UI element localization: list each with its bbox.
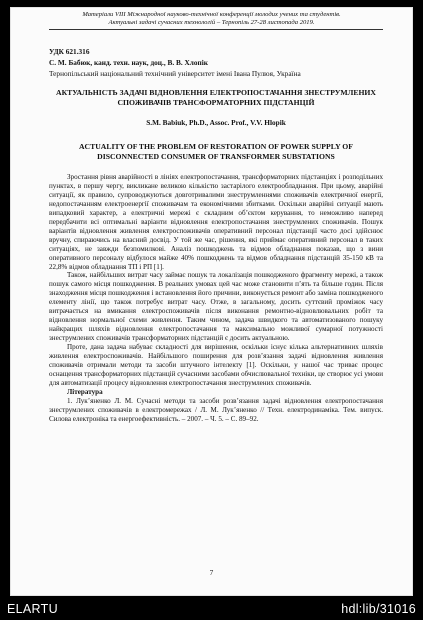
document-page (10, 7, 413, 596)
header-divider (49, 29, 383, 30)
article-body (49, 173, 383, 424)
header-line-1: Матеріали VIII Міжнародної науково-технічної конференції молодих учених та студентів. (82, 11, 341, 18)
handle-identifier: hdl:lib/31016 (341, 602, 416, 616)
conference-header (10, 11, 413, 27)
body-paragraph: Також, найбільших витрат часу займає пошук та локалізація пошкодженого фрагменту мережі, а також пошук самого місця пошкодження. В реальних умовах цей час може становити п’ять та більше годин. Після знаходження місця пошкодження і встановлення його причини, виконується ремонт або заміна пошкодженого елементу лінії, що також потребує витрат часу. Отже, в загальному, досить суттєвий проміжок часу витрачається на вмикання електроспоживачів після виконання ремонтно-відновлювальних робіт та відновлення нормальної схеми живлення. Таким чином, задача швидкого та автоматизованого пошуку найкращих шляхів відновлення електропостачання та максимально можливої сумарної потужності знеструмлених споживачів трансформаторних підстанцій є досить актуальною. (49, 271, 383, 343)
repository-name: ELARTU (7, 602, 58, 616)
header-line-2: Актуальні задачі сучасних технологій – Тернопіль 27-28 листопада 2019. (108, 19, 315, 27)
udk-code: УДК 621.316 (49, 47, 90, 56)
reference-item: 1. Лук’яненко Л. М. Сучасні методи та засоби розв’язання задачі відновлення електропостачання знеструмлених споживачів в електромережах / Л. М. Лук’яненко // Техн. електродинаміка. Тем. випуск. Силова електроніка та енергоефективність. – 2007. – Ч. 5. – С. 89–92. (49, 396, 383, 423)
title-ukrainian: АКТУАЛЬНІСТЬ ЗАДАЧІ ВІДНОВЛЕННЯ ЕЛЕКТРОПОСТАЧАННЯ ЗНЕСТРУМЛЕНИХ СПОЖИВАЧІВ ТРАНСФОРМАТОРНИХ ПІДСТАНЦІЙ (56, 88, 376, 107)
authors-ukrainian: С. М. Бабюк, канд. техн. наук, доц., В. В. Хлопік (49, 58, 208, 67)
references-heading: Література (67, 387, 103, 396)
authors-english: S.M. Babiuk, Ph.D., Assoc. Prof., V.V. Hlopik (146, 118, 286, 127)
repository-footer (0, 596, 423, 620)
university-affiliation: Тернопільський національний технічний університет імені Івана Пулюя, Україна (49, 69, 301, 78)
title-english: ACTUALITY OF THE PROBLEM OF RESTORATION OF POWER SUPPLY OF DISCONNECTED CONSUMER OF TRANSFORMER SUBSTATIONS (78, 142, 353, 161)
body-paragraph: Проте, дана задача набуває складності для вирішення, оскільки існує кілька альтернативних шляхів живлення електроспоживачів. Найбільшого поширення для розв’язання задачі відновлення живлення споживачів отримали методи та засоби штучного інтелекту [1]. Оскільки, у нашої час триває процес оснащення трансформаторних підстанцій сучасними засобами обчислювальної техніки, це створює усі умови для автоматизації процесу відновлення електропостачання знеструмлених споживачів. (49, 343, 383, 387)
page-number: 7 (209, 568, 214, 577)
body-paragraph: Зростання рівня аварійності в лініях електропостачання, трансформаторних підстанціях і розподільних пунктах, в першу чергу, викликане великою кількістю застарілого електрообладнання. При цьому, аварійні ситуації, як правило, супроводжуються довготривалими знеструмленнями споживачів електричної енергії, недопостачанням електроенергії споживачам та економічними збитками. Оскільки аварійні ситуації мають випадковий характер, а електричні мережі є складним об’єктом керування, то неможливо наперед передбачити всі оптимальні варіанти відновлення електропостачання знеструмлених споживачів. Пошук варіантів відновлення живлення електроспоживачів оперативний персонал підстанції часто досі здійснює вручну, спираючись на власний досвід. У той же час, рішення, які приймає оперативний персонал в таких ситуаціях, не завжди безпомилкові. Аналіз пошкоджень та відмов обладнання показав, що з вини оперативного персоналу відбулося майже 40% пошкоджень та відмов обладнання підстанцій 35-150 кВ та 22,8% відмов обладнання ТП і РП [1]. (49, 173, 383, 271)
